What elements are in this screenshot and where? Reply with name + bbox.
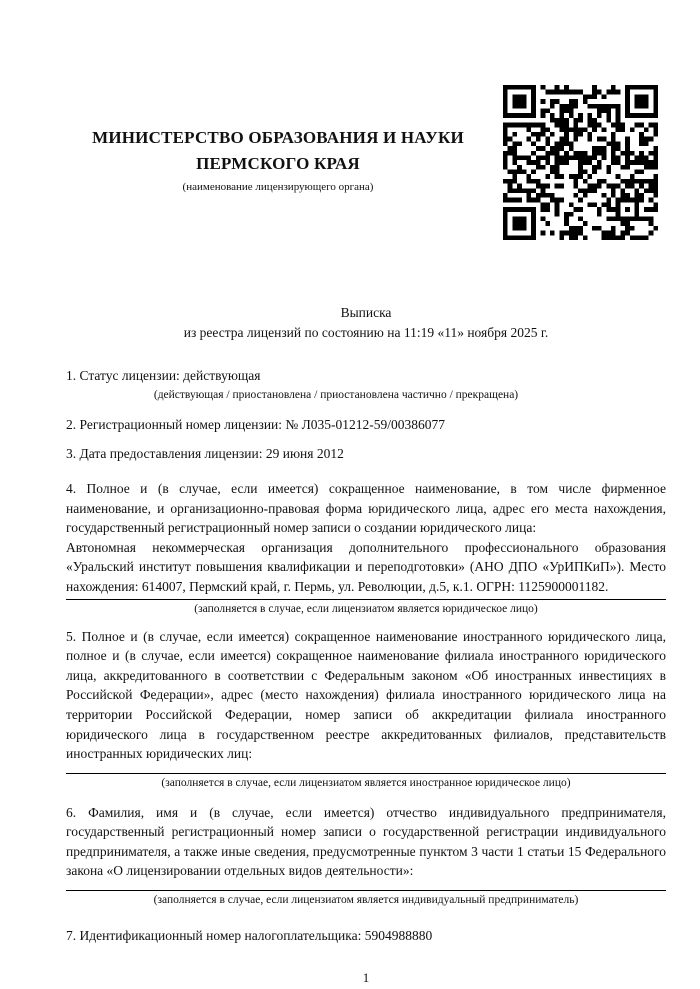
page-number: 1 (362, 969, 370, 985)
qr-code-icon (503, 85, 658, 240)
license-status-options-caption: (действующая / приостановлена / приостановлена частично / прекращена) (153, 388, 519, 401)
authority-caption: (наименование лицензирующего органа) (182, 181, 374, 193)
legal-entity-caption: (заполняется в случае, если лицензиатом является юридическое лицо) (194, 602, 538, 615)
ministry-name-line1: МИНИСТЕРСТВО ОБРАЗОВАНИЯ И НАУКИ (92, 128, 464, 147)
fill-line-individual-entrepreneur (66, 890, 666, 891)
title-line2-date: из реестра лицензий по состоянию на 11:19 «11» ноября 2025 г. (183, 324, 549, 340)
fill-line-legal-entity (66, 599, 666, 600)
fill-line-foreign-entity (66, 773, 666, 774)
item-license-status: 1. Статус лицензии: действующая (66, 368, 261, 384)
legal-entity-value: Автономная некоммерческая организация дополнительного профессионального образования «Уральский институт повышения квалификации и переподготовки» (АНО ДПО «УрИПКиП»). Место нахождения: 614007, Пермский край, г. Пермь, ул. Революции, д.5, к.1. ОГРН: 1125900001182. (66, 539, 666, 594)
item-individual-entrepreneur-label: 6. Фамилия, имя и (в случае, если имеется) отчество индивидуального предпринимателя, государственный регистрационный номер записи о государственной регистрации индивидуального предпринимателя, а также иные сведения, предусмотренные пунктом 3 части 1 статьи 15 Федерального закона «О лицензировании отдельных видов деятельности»: (66, 804, 666, 879)
ministry-name-line2: ПЕРМСКОГО КРАЯ (196, 154, 360, 173)
individual-entrepreneur-caption: (заполняется в случае, если лицензиатом является индивидуальный предприниматель) (153, 894, 579, 907)
item-registration-number: 2. Регистрационный номер лицензии: № Л035-01212-59/00386077 (66, 416, 446, 432)
foreign-entity-caption: (заполняется в случае, если лицензиатом является иностранное юридическое лицо) (161, 776, 571, 789)
title-line1: Выписка (340, 305, 392, 320)
licensing-authority-header (66, 125, 490, 194)
item-license-grant-date: 3. Дата предоставления лицензии: 29 июня 2012 (66, 446, 344, 462)
item-legal-entity-label: 4. Полное и (в случае, если имеется) сокращенное наименование, в том числе фирменное наименование, и организационно-правовая форма юридического лица, адрес его места нахождения, государственный регистрационный номер записи о создании юридического лица: (66, 480, 666, 536)
item-foreign-entity-label: 5. Полное и (в случае, если имеется) сокращенное наименование иностранного юридического лица, полное и (в случае, если имеется) сокращенное наименование филиала иностранного юридического лица, аккредитованного в соответствии с Федеральным законом «Об иностранных инвестициях в Российской Федерации», адрес (место нахождения) филиала иностранного юридического лица на территории Российской Федерации, номер записи об аккредитации филиала иностранного юридического лица в государственном реестре аккредитованных филиалов, представительств иностранных юридических лиц: (66, 628, 666, 762)
item-taxpayer-number: 7. Идентификационный номер налогоплательщика: 5904988880 (66, 928, 433, 944)
document-title (66, 303, 666, 342)
